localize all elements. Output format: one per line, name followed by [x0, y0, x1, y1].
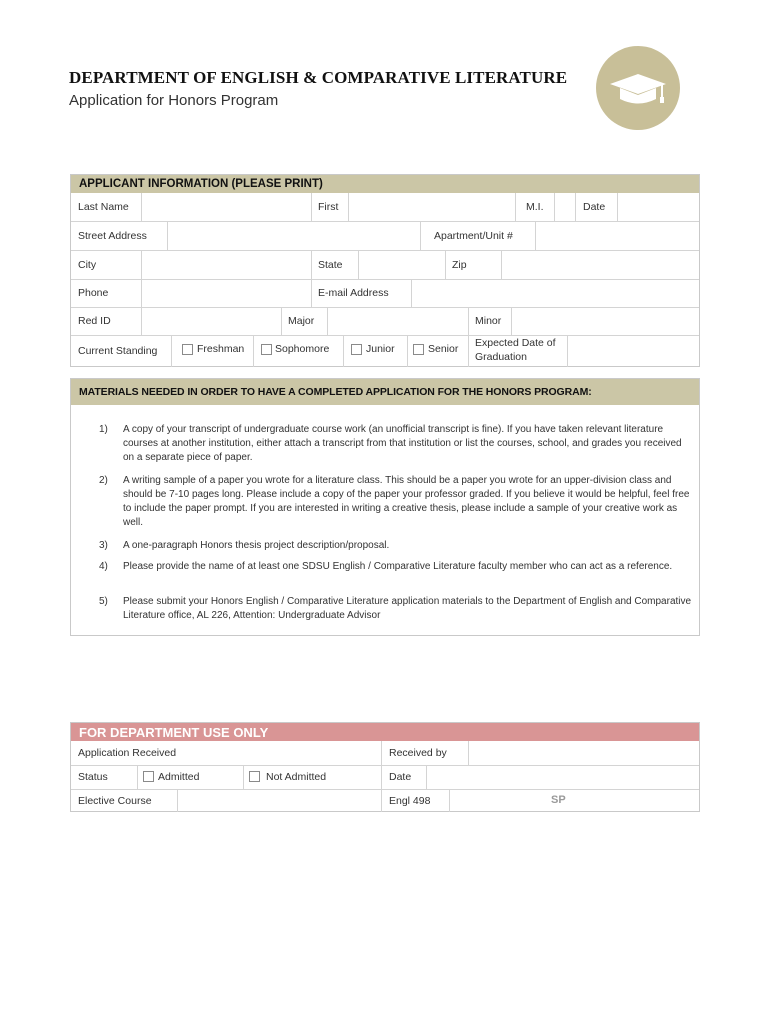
- application-received-label: Application Received: [78, 747, 177, 759]
- apartment-label: Apartment/Unit #: [434, 230, 513, 242]
- materials-section: MATERIALS NEEDED IN ORDER TO HAVE A COMPLETED APPLICATION FOR THE HONORS PROGRAM: 1) A copy of your transcript of undergraduate course work (an unofficial transcript is fine). If you have taken relevant literature courses at another institution, either attach a transcript from that institution or list the courses, school, and grades you received on a separate piece of paper. 2) A writing sample of a paper you wrote for a literature class. This should be a paper you wrote for an upper-division class and should be 7-10 pages long. Please include a copy of the paper your professor graded. If you believe it would be helpful, feel free to include the paper prompt. If you are interested in writing a creative thesis, please include a sample of your creative work as well. 3) A one-paragraph Honors thesis project description/proposal. 4) Please provide the name of at least one SDSU English / Comparative Literature faculty member who can act as a reference. 5) Please submit your Honors English / Comparative Literature application materials to the Department of English and Comparative Literature office, AL 226, Attention: Undergraduate Advisor: [70, 378, 700, 636]
- email-label: E-mail Address: [318, 287, 389, 299]
- junior-checkbox[interactable]: [351, 344, 362, 355]
- last-name-label: Last Name: [78, 201, 129, 213]
- date-label: Date: [389, 771, 412, 783]
- street-row: [71, 221, 699, 251]
- applicant-heading: APPLICANT INFORMATION (PLEASE PRINT): [71, 175, 699, 193]
- junior-label: Junior: [366, 343, 395, 355]
- red-id-label: Red ID: [78, 315, 111, 327]
- zip-label: Zip: [452, 259, 467, 271]
- engl-498-field[interactable]: [450, 789, 699, 812]
- street-address-label: Street Address: [78, 230, 147, 242]
- standing-row: [71, 335, 699, 367]
- received-by-label: Received by: [389, 747, 447, 759]
- elective-row: [71, 789, 699, 812]
- admitted-checkbox[interactable]: [143, 771, 154, 782]
- minor-label: Minor: [475, 315, 502, 327]
- city-label: City: [78, 259, 97, 271]
- middle-initial-field[interactable]: [555, 193, 575, 221]
- sophomore-checkbox[interactable]: [261, 344, 272, 355]
- senior-label: Senior: [428, 343, 459, 355]
- major-label: Major: [288, 315, 315, 327]
- not-admitted-checkbox[interactable]: [249, 771, 260, 782]
- elective-course-label: Elective Course: [78, 795, 152, 807]
- application-received-field[interactable]: [191, 741, 381, 765]
- red-id-row: [71, 307, 699, 336]
- graduation-label-line1: Expected Date of: [475, 337, 556, 349]
- first-name-field[interactable]: [349, 193, 515, 221]
- received-by-field[interactable]: [469, 741, 699, 765]
- status-row: [71, 765, 699, 790]
- freshman-label: Freshman: [197, 343, 245, 355]
- red-id-field[interactable]: [142, 307, 281, 335]
- street-address-field[interactable]: [168, 221, 420, 250]
- sophomore-label: Sophomore: [275, 343, 330, 355]
- last-name-field[interactable]: [142, 193, 311, 221]
- graduation-cap-icon: [596, 46, 680, 130]
- engl-498-label: Engl 498: [389, 795, 431, 807]
- graduation-label-line2: Graduation: [475, 351, 527, 363]
- admitted-label: Admitted: [158, 771, 200, 783]
- date-field[interactable]: [618, 193, 699, 221]
- received-row: [71, 741, 699, 766]
- city-row: [71, 250, 699, 280]
- first-name-label: First: [318, 201, 339, 213]
- department-section: [70, 722, 700, 812]
- senior-checkbox[interactable]: [413, 344, 424, 355]
- phone-row: [71, 279, 699, 308]
- phone-field[interactable]: [142, 279, 311, 307]
- phone-label: Phone: [78, 287, 109, 299]
- status-label: Status: [78, 771, 108, 783]
- graduation-date-field[interactable]: [568, 335, 699, 367]
- status-date-field[interactable]: [427, 765, 699, 789]
- page-title: DEPARTMENT OF ENGLISH & COMPARATIVE LITERATURE: [69, 68, 568, 87]
- materials-heading: MATERIALS NEEDED IN ORDER TO HAVE A COMPLETED APPLICATION FOR THE HONORS PROGRAM:: [71, 379, 699, 405]
- freshman-checkbox[interactable]: [182, 344, 193, 355]
- not-admitted-label: Not Admitted: [266, 771, 327, 783]
- email-field[interactable]: [412, 279, 699, 307]
- zip-field[interactable]: [502, 250, 699, 279]
- major-field[interactable]: [328, 307, 468, 335]
- apartment-field[interactable]: [536, 221, 699, 250]
- date-label: Date: [583, 201, 606, 213]
- department-heading: FOR DEPARTMENT USE ONLY: [71, 723, 699, 741]
- state-field[interactable]: [359, 250, 445, 279]
- elective-course-field[interactable]: [178, 789, 381, 812]
- middle-initial-label: M.I.: [526, 201, 544, 213]
- city-field[interactable]: [142, 250, 311, 279]
- current-standing-label: Current Standing: [78, 345, 158, 357]
- state-label: State: [318, 259, 343, 271]
- page-subtitle: Application for Honors Program: [69, 92, 279, 109]
- sp-label: SP: [551, 794, 566, 806]
- applicant-section: [70, 174, 700, 367]
- name-row: [71, 193, 699, 222]
- minor-field[interactable]: [512, 307, 699, 335]
